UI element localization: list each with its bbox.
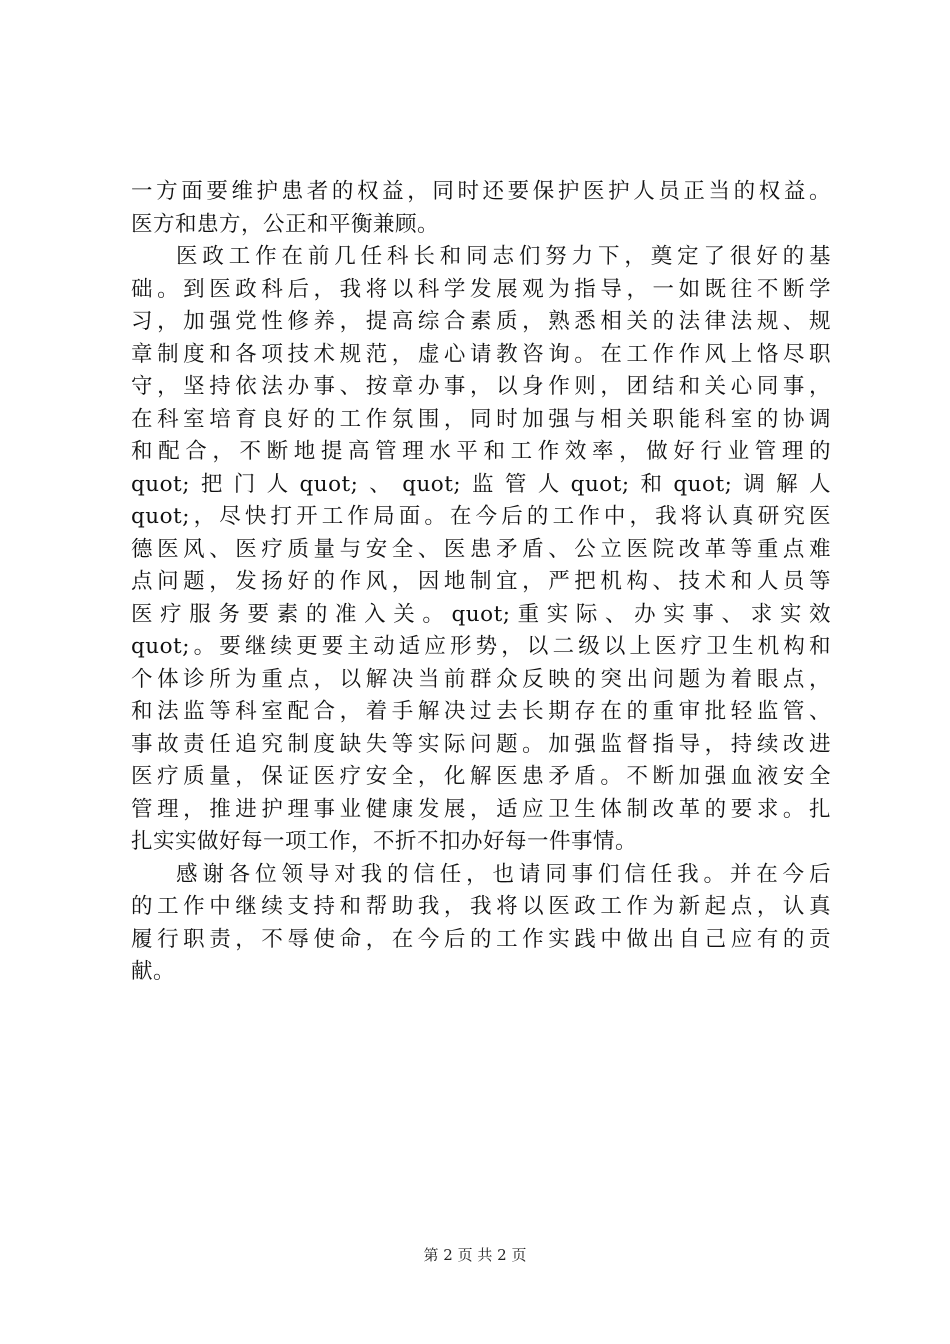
text-line: 和配合，不断地提高管理水平和工作效率，做好行业管理的 (131, 439, 831, 464)
text-line: 础。到医政科后，我将以科学发展观为指导，一如既往不断学 (131, 276, 831, 302)
document-body (131, 176, 831, 989)
text-line: 医方和患方，公正和平衡兼顾。 (131, 211, 440, 237)
page-footer: 第 2 页 共 2 页 (423, 1246, 527, 1264)
text-line: 守，坚持依法办事、按章办事，以身作则，团结和关心同事， (131, 374, 831, 399)
text-line: 和法监等科室配合，着手解决过去长期存在的重审批轻监管、 (131, 699, 831, 724)
text-line: 医政工作在前几任科长和同志们努力下，奠定了很好的基 (176, 244, 831, 269)
text-line: 习，加强党性修养，提高综合素质，熟悉相关的法律法规、规 (131, 309, 831, 334)
text-line: 扎实实做好每一项工作，不折不扣办好每一件事情。 (131, 829, 638, 854)
text-line: 履行职责，不辱使命，在今后的工作实践中做出自己应有的贡 (131, 926, 831, 952)
text-line: 个体诊所为重点，以解决当前群众反映的突出问题为着眼点， (131, 666, 831, 692)
text-line: 章制度和各项技术规范，虚心请教咨询。在工作作风上恪尽职 (131, 341, 831, 367)
text-line: 一方面要维护患者的权益，同时还要保护医护人员正当的权益。 (131, 179, 831, 204)
text-line: 事故责任追究制度缺失等实际问题。加强监督指导，持续改进 (131, 731, 831, 757)
text-line: quot;。要继续更要主动适应形势，以二级以上医疗卫生机构和 (131, 634, 831, 659)
text-line: quot;把门人quot;、quot;监管人quot;和quot;调解人 (131, 471, 831, 497)
text-line: 德医风、医疗质量与安全、医患矛盾、公立医院改革等重点难 (131, 536, 831, 562)
text-line: 医疗质量，保证医疗安全，化解医患矛盾。不断加强血液安全 (131, 764, 831, 789)
text-line: quot;，尽快打开工作局面。在今后的工作中，我将认真研究医 (131, 504, 831, 529)
text-line: 医疗服务要素的准入关。quot;重实际、办实事、求实效 (131, 601, 831, 627)
text-line: 管理，推进护理事业健康发展，适应卫生体制改革的要求。扎 (131, 796, 831, 822)
text-line: 点问题，发扬好的作风，因地制宜，严把机构、技术和人员等 (131, 569, 831, 594)
text-line: 的工作中继续支持和帮助我，我将以医政工作为新起点，认真 (131, 894, 831, 919)
text-line: 献。 (131, 959, 176, 984)
text-line: 感谢各位领导对我的信任，也请同事们信任我。并在今后 (176, 861, 831, 887)
text-line: 在科室培育良好的工作氛围，同时加强与相关职能科室的协调 (131, 406, 831, 432)
